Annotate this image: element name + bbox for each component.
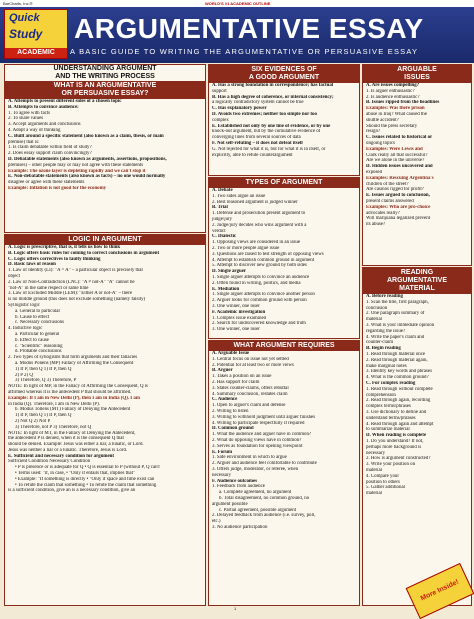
text-line: 2. Arguer looks for common ground with person: [212, 298, 307, 304]
reading-heading-line2: ARGUMENTATIVE: [386, 277, 448, 284]
text-line: 1. Scan the title, first paragraph,: [366, 299, 429, 305]
text-line: 2. Willing to listen: [212, 408, 249, 414]
text-line: 1. Read through material once: [366, 351, 426, 357]
text-line: verdict: [212, 228, 226, 234]
reading-heading-line1: READING: [400, 269, 434, 276]
text-line: 4. Adopt a way of thinking: [8, 127, 61, 133]
text-line: object: [8, 273, 20, 279]
text-line: A. Attempts to present different sides of a chosen topic: [8, 99, 122, 104]
types-section: [208, 177, 360, 339]
text-line: • To refute the claim that something • To refute the claim that something: [15, 482, 157, 488]
text-line: 1. Do you understand? If not,: [366, 438, 424, 444]
text-line: make marginal notes: [366, 363, 407, 369]
logo-academic-text: ACADEMIC: [5, 48, 67, 58]
text-line: material: [366, 467, 383, 473]
text-line: material: [366, 491, 383, 497]
text-line: Sufficient Condition Necessary Condition: [8, 459, 91, 465]
text-line: 2. Search for undiscovered knowledge and truth: [212, 321, 306, 327]
text-line: 1. Defense and prosecution present argument to: [212, 211, 306, 217]
text-line: B. Issues ripped from the headlines: [366, 100, 440, 106]
text-line: b. Cause to effect: [15, 314, 50, 320]
text-line: E. Non-debatable statements (also known as facts) – no one would normally: [8, 174, 166, 180]
six-evidences-section: [208, 64, 360, 176]
text-line: Are we alone in the universe?: [366, 158, 425, 164]
text-line: 4. Compare your: [366, 473, 400, 479]
text-line: necessary: [212, 472, 232, 478]
logo-quick-text: Quick: [9, 12, 40, 24]
text-line: 1. Feedback from audience: [212, 484, 265, 490]
text-line: 3. Accept arguments and conclusions: [8, 122, 81, 128]
arguable-issues-body: [363, 83, 471, 228]
text-line: a. Particular to general: [15, 331, 60, 337]
text-line: B. Trial: [212, 205, 228, 211]
six-evidences-heading-line2: A GOOD ARGUMENT: [248, 74, 320, 81]
text-line: F. Not self-refuting – it does not defeat itself: [212, 140, 303, 146]
text-line: 1. Law of Identity (LI): "A = A" – a particular object is precisely that: [8, 268, 143, 274]
text-line: c. Necessary conclusions: [15, 320, 65, 326]
text-line: 3. No audience participation: [212, 524, 268, 530]
text-line: B. Begin reading: [366, 346, 401, 352]
text-line: c. "Scientific" reasoning: [15, 343, 63, 349]
arguable-issues-heading-line2: ISSUES: [404, 74, 430, 81]
text-line: 1. Single arguer attempts to convince an audience: [212, 274, 310, 280]
text-line: 2. What do opposing views have in common?: [212, 437, 302, 443]
text-line: C. Issues related to historical or: [366, 135, 433, 141]
text-line: 3. One winner, one loser: [212, 303, 260, 309]
six-evidences-body: [209, 83, 359, 158]
text-line: 3. Questions are raised to test strength of opposing views: [212, 251, 324, 257]
text-line: 2. One paragraph summary of: [366, 311, 425, 317]
text-line: 3) Therefore, not P 3) Therefore, not Q: [15, 424, 92, 430]
logic-heading: LOGIC IN ARGUMENT: [5, 235, 205, 245]
text-line: material: [366, 317, 383, 323]
text-line: A. Logic is prescriptive, that is, it tells us how to think: [8, 245, 121, 250]
text-line: 2. Two types of syllogisms that form arguments and their fallacies: [8, 355, 138, 361]
text-line: E. Forum: [212, 449, 233, 455]
text-line: 1. To agree with facts: [8, 110, 51, 116]
text-line: Examples: Was there prison: [366, 106, 425, 112]
text-line: G. Not rejected for what it is, but for what it is in itself, or: [212, 146, 326, 152]
text-line: Example: Inflation is not good for the economy: [8, 185, 107, 191]
text-line: 2. Best reasoned argument is judged winner: [212, 199, 298, 205]
text-line: premise) that is:: [8, 139, 40, 145]
text-line: 1. What the audience and arguer have in common?: [212, 432, 312, 438]
text-line: 3. Law of Excluded Middle (LEM): "Either A or not-A" – there: [8, 291, 133, 297]
requires-section: [208, 340, 360, 606]
text-line: C. Built around a specific statement (also known as a claim, thesis, or main: [8, 133, 164, 139]
text-line: Example: If I am in New Delhi (P), then I am in India (Q). I am: [8, 395, 140, 401]
text-line: perhaps more background is: [366, 444, 422, 450]
text-line: A. Debate: [212, 188, 233, 193]
text-line: d. Probable conclusions: [15, 349, 62, 355]
text-line: b. Total disagreement, no common ground, no: [219, 495, 310, 501]
text-line: 2) P 2) Q: [15, 372, 33, 378]
text-line: c. Partial agreement, possible argument: [219, 507, 297, 513]
text-line: 1. Safe environment in which to argue: [212, 455, 287, 461]
text-line: B. Attempts to convince audience:: [8, 104, 79, 110]
text-line: A. Are issues compelling?: [366, 83, 420, 88]
what-is-section: [4, 64, 206, 233]
text-line: • P is presence or is adequate for Q • Q is essential to P (without P, Q can't: [15, 465, 160, 471]
text-line: 3. Identify key words and phrases: [366, 369, 433, 375]
text-line: 5. Gather additional: [366, 485, 405, 491]
text-line: D. Common ground: [212, 426, 254, 432]
text-line: judge/jury: [212, 216, 233, 222]
text-line: D. Debatable statements (also known as arguments, assertions, propositions,: [8, 156, 167, 162]
text-line: A. Has a strong foundation in correspondence; has factual: [212, 83, 334, 88]
requires-heading: WHAT ARGUMENT REQUIRES: [209, 341, 359, 351]
text-line: 5. Attempt to discover new ground by both sides: [212, 263, 307, 269]
text-line: 2. Arguer and audience feel comfortable to contribute: [212, 461, 317, 467]
six-evidences-heading: [209, 65, 359, 83]
text-line: children of the street?: [366, 181, 409, 187]
text-line: 2) Not Q 2) Not P: [15, 418, 51, 424]
text-line: C. For complex reading: [366, 380, 416, 386]
text-line: D. Basic laws of reason: [8, 262, 56, 268]
text-line: F. Audience outcomes: [212, 478, 258, 484]
text-line: 2. Two or more people argue issue: [212, 245, 280, 251]
arguable-issues-section: [362, 64, 472, 266]
text-line: 1. Two sides argue an issue: [212, 193, 266, 199]
text-line: "not-A" in the same respect or same time: [8, 285, 89, 291]
page-title: ARGUMENTATIVE ESSAY: [74, 13, 424, 44]
text-line: is a sufficient condition, give an is a necessary condition, give an: [8, 488, 136, 494]
text-line: 3) Therefore, Q 3) Therefore, P: [15, 378, 77, 384]
text-line: Will marijuana legalized prevent: [366, 216, 431, 222]
text-line: F. Academic investigation: [212, 309, 266, 315]
text-line: explicitly, able to refute counterargument: [212, 152, 293, 158]
logic-section: [4, 234, 206, 606]
text-line: 1. Open to arguer's claim and defense: [212, 403, 286, 409]
text-line: the antecedent P is denied, when it is the consequent Q that: [8, 436, 124, 442]
text-line: 4. Attempt to establish common ground in argument: [212, 257, 315, 263]
text-line: B. Has a high degree of coherence, or internal consistency;: [212, 94, 334, 100]
page-number: 1: [234, 606, 237, 611]
more-inside-badge: More Inside!: [406, 563, 474, 619]
understanding-heading-line1: UNDERSTANDING ARGUMENT: [53, 65, 157, 72]
text-line: 2. Has support for claim: [212, 379, 260, 385]
text-line: 4. Willing to participate respectfully if required: [212, 420, 305, 426]
text-line: 1. Complex issue examined: [212, 315, 267, 321]
text-line: 1) If P, then Q 1) If P, then Q: [15, 366, 72, 372]
text-line: abuse in Iraq? What caused the: [366, 111, 427, 117]
text-line: 3. Serves as foundation for opening viewpoint: [212, 443, 303, 449]
text-line: 4. Summary conclusion, restates claim: [212, 391, 288, 397]
text-line: D. Single arguer: [212, 269, 247, 275]
text-line: to summarize material: [366, 427, 410, 433]
publisher-label: BarCharts, Inc.®: [3, 1, 33, 6]
text-line: exposed: [366, 169, 383, 175]
text-line: 3. States counter-claims, offers rebuttal: [212, 385, 289, 391]
text-line: Examples: Rescuing Argentina's: [366, 175, 434, 181]
text-line: etc.): [212, 519, 221, 525]
text-line: C. Dialectic: [212, 234, 237, 240]
text-line: C. Audience: [212, 397, 238, 403]
text-line: E. Sufficient and necessary condition for argument: [8, 453, 115, 459]
text-line: a. Complete agreement, no argument: [219, 490, 292, 496]
text-line: 3. Offers judge, moderator, or referee, when: [212, 466, 299, 472]
reading-section: [362, 267, 472, 606]
page-subtitle: A BASIC GUIDE TO WRITING THE ARGUMENTATIVE OR PERSUASIVE ESSAY: [70, 47, 419, 56]
text-line: in India (Q). Therefore, I am in New Delhi (P).: [8, 401, 100, 407]
logo-study-text: Study: [9, 27, 43, 41]
text-line: 2. Does essay support claim convincingly?: [8, 151, 92, 157]
text-line: a logically contradictory system cannot be true: [212, 100, 304, 106]
text-line: regarding the issue?: [366, 328, 406, 334]
text-line: 2. Read through again, recording: [366, 398, 431, 404]
text-line: C. Logic offers correctives to faulty thinking: [8, 256, 101, 262]
text-line: b. Modus Tollens (MT) Fallacy of Denying the Antecedent: [15, 407, 131, 413]
text-line: • Terms used: "if, in case, • "Only if entails that, implies that": [15, 471, 135, 477]
text-line: Example: The ozone layer is depleting rapidly and we can't stop it: [8, 168, 146, 174]
text-line: b. Effect to cause: [15, 337, 49, 343]
text-line: a. Modus Ponens (MP) Fallacy of Affirming the Consequent: [15, 360, 134, 366]
text-line: position to others: [366, 479, 400, 485]
text-line: complex terms/phrases: [366, 404, 411, 410]
text-line: 2. Law of Non-Contradiction (LNC): "A ≠ not-A" "A" cannot be: [8, 279, 135, 285]
top-strip: [0, 0, 474, 7]
logic-body: [5, 245, 205, 494]
text-line: 3. Write your position on: [366, 462, 416, 468]
what-is-heading-line1: WHAT IS AN ARGUMENTATIVE: [53, 82, 157, 89]
tagline-label: WORLD'S #1 ACADEMIC OUTLINE: [205, 1, 271, 6]
text-line: comprehension: [366, 392, 396, 398]
text-line: D. Hidden issues uncovered and: [366, 164, 433, 170]
text-line: E. Issues argued to conclusion,: [366, 193, 430, 199]
text-line: 2. Judge/jury decides who wins argument with a: [212, 222, 307, 228]
text-line: 4. Write the paper's claim and: [366, 334, 425, 340]
text-line: resign?: [366, 129, 381, 135]
text-line: 4. What is the common ground?: [366, 375, 429, 381]
text-line: A. Arguable Issue: [212, 351, 250, 356]
text-line: complex: [212, 117, 229, 123]
text-line: 2. To share values: [8, 116, 44, 122]
text-line: Should the press secretary: [366, 123, 418, 129]
footer: [0, 606, 474, 613]
text-line: Clark really all that successful?: [366, 152, 428, 158]
text-line: ongoing topics: [366, 140, 395, 146]
text-line: 1. Read through without complete: [366, 386, 433, 392]
text-line: 4. Inductive logic: [8, 326, 43, 332]
text-line: Examples: Were Lewis and: [366, 146, 423, 152]
what-is-body: [5, 99, 205, 192]
text-line: 2. Often found in writing, politics, and media: [212, 280, 301, 286]
understanding-heading: [5, 65, 205, 81]
text-line: 2. Read through material again,: [366, 357, 428, 363]
text-line: disagree or agree with these statements: [8, 180, 85, 186]
text-line: 1. Opposing views are considered in an issue: [212, 240, 301, 246]
text-line: 3. Use dictionary to define and: [366, 409, 427, 415]
text-line: NOTE: In light of MP, in the Fallacy of Affirming the Consequent, Q is: [8, 384, 148, 390]
reading-body: [363, 294, 471, 497]
quickstudy-logo: [4, 9, 68, 59]
arguable-issues-heading-line1: ARGUABLE: [397, 66, 437, 73]
text-line: A. Before reading: [366, 294, 403, 299]
text-line: affirmed whereas it is the antecedent P that should be affirmed.: [8, 389, 132, 395]
text-line: E. Established not only by one line of evidence, or by one: [212, 123, 331, 129]
text-line: 3. Willing to withhold judgment until arguer finishes: [212, 414, 316, 420]
text-line: 2. Is audience enthusiastic?: [366, 94, 420, 100]
text-line: B. Arguer: [212, 368, 233, 374]
text-line: is no middle ground (this does not exclude something (namely falsity): [8, 297, 146, 303]
reading-heading: [363, 268, 471, 294]
text-line: 3. One winner, one loser: [212, 327, 260, 333]
text-line: conclusion: [366, 305, 388, 311]
text-line: should be denied. Example: Jesus was either a liar, a lunatic, or Lord.: [8, 442, 144, 448]
text-line: B. Logic offers basic rules for coming to correct conclusions in argument: [8, 250, 160, 256]
text-line: E. Mediation: [212, 286, 240, 292]
text-line: NOTE: In light of MT, in the Fallacy of Denying the Antecedent,: [8, 430, 136, 436]
header-banner: [0, 7, 474, 63]
six-evidences-heading-line1: SIX EVIDENCES OF: [251, 66, 317, 73]
text-line: a. General to particular: [15, 308, 61, 314]
text-line: D. When reading is complete: [366, 433, 427, 439]
text-line: understand terms/phrases: [366, 415, 416, 421]
text-line: Syllogistic logic: [8, 302, 40, 308]
text-line: 1. Is claim debatable within field of study?: [8, 145, 92, 151]
text-line: knock-out argument, but by the cumulative evidence of: [212, 129, 321, 135]
text-line: 2. Potential for at least two or more views: [212, 362, 294, 368]
requires-body: [209, 351, 359, 531]
text-line: present claims answered: [366, 198, 414, 204]
text-line: Examples: Who are pro-choice: [366, 204, 431, 210]
understanding-heading-line2: AND THE WRITING PROCESS: [55, 73, 155, 80]
text-line: advocates really?: [366, 210, 400, 216]
what-is-heading: [5, 81, 205, 99]
arguable-issues-heading: [363, 65, 471, 83]
text-line: shuttle accident?: [366, 117, 399, 123]
text-line: Are casinos rigged for profit?: [366, 187, 424, 193]
types-heading: TYPES OF ARGUMENT: [209, 178, 359, 188]
text-line: converging lines from several sources of data: [212, 135, 301, 141]
text-line: • Example: "If something is directly • "Only if space and time exist can: [15, 476, 155, 482]
text-line: D. Avoids two extremes; neither too simple nor too: [212, 111, 317, 117]
text-line: 3. What is your immediate opinion: [366, 322, 435, 328]
text-line: 1. Single arguer attempts to convince another person: [212, 292, 315, 298]
text-line: 2. Delayed feedback from audience (i.e. survey, poll,: [212, 513, 316, 519]
text-line: support: [212, 88, 227, 94]
text-line: counter-claim: [366, 340, 394, 346]
text-line: premises) – other people may or may not agree with these statements: [8, 162, 144, 168]
types-body: [209, 188, 359, 333]
text-line: 1. Takes a position on an issue: [212, 374, 272, 380]
text-line: 4. Read through again and attempt: [366, 421, 434, 427]
text-line: argument possible: [212, 501, 248, 507]
text-line: 1. Is arguer enthusiastic?: [366, 88, 415, 94]
what-is-heading-line2: OR PERSUASIVE ESSAY?: [61, 90, 149, 97]
text-line: necessary: [366, 450, 386, 456]
text-line: 1) If P, then Q 1) If P, then Q: [15, 413, 72, 419]
text-line: 1. Central focus on issue not yet settled: [212, 356, 289, 362]
text-line: 2. How is argument constructed?: [366, 456, 431, 462]
reading-heading-line3: MATERIAL: [399, 285, 435, 292]
text-line: its abuse?: [366, 222, 386, 228]
text-line: C. Has explanatory power: [212, 106, 267, 112]
text-line: Jesus was neither a liar or a lunatic. Therefore, Jesus is Lord.: [8, 447, 128, 453]
